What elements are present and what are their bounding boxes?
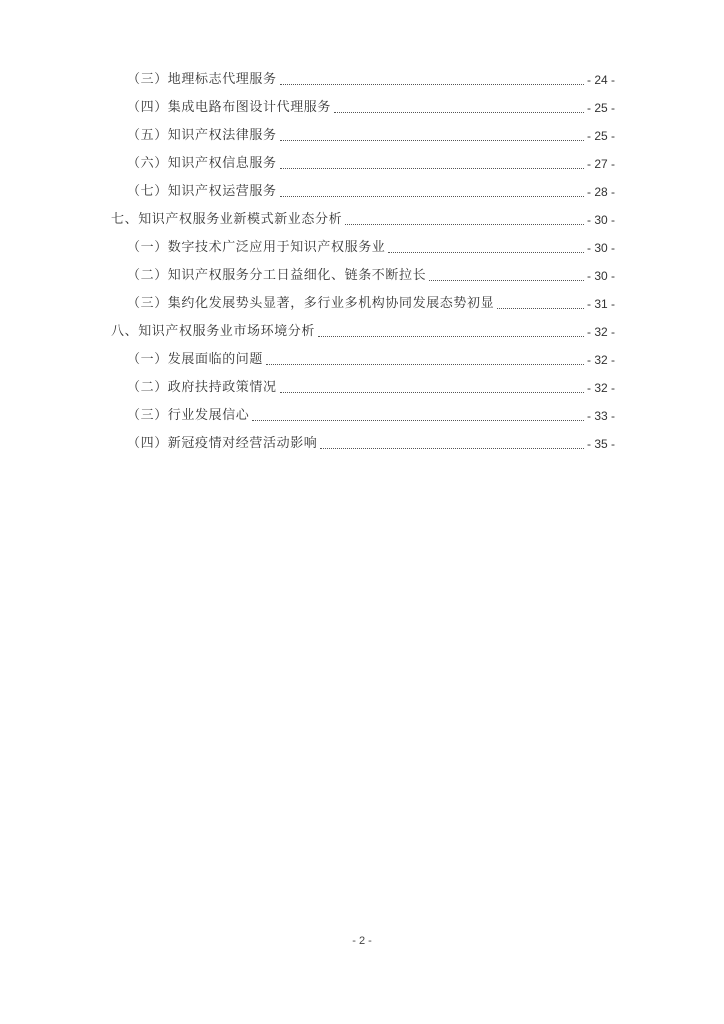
toc-entry-label: （四）新冠疫情对经营活动影响 bbox=[127, 436, 318, 451]
toc-entry-label: （二）政府扶持政策情况 bbox=[127, 380, 277, 395]
toc-chapter-market-environment[interactable] bbox=[111, 323, 615, 341]
toc-leader-dots bbox=[497, 307, 584, 309]
toc-entry-label: （五）知识产权法律服务 bbox=[127, 128, 277, 143]
toc-entry-ip-information-services[interactable] bbox=[127, 155, 615, 173]
toc-entry-covid-impact[interactable] bbox=[127, 435, 615, 453]
toc-entry-digital-technology[interactable] bbox=[127, 239, 615, 257]
toc-leader-dots bbox=[345, 223, 584, 225]
toc-chapter-label: 七、知识产权服务业新模式新业态分析 bbox=[111, 212, 343, 227]
toc-entry-page: - 25 - bbox=[586, 129, 615, 143]
toc-entry-page: - 33 - bbox=[586, 409, 615, 423]
toc-entry-page: - 30 - bbox=[586, 269, 615, 283]
toc-entry-geographical-indication-agency[interactable] bbox=[127, 71, 615, 89]
toc-entry-ip-operation-services[interactable] bbox=[127, 183, 615, 201]
page-number: - 2 - bbox=[352, 935, 372, 947]
toc-entry-ip-legal-services[interactable] bbox=[127, 127, 615, 145]
toc-leader-dots bbox=[318, 335, 584, 337]
toc-entry-intensive-development[interactable] bbox=[127, 295, 615, 313]
toc-entry-page: - 25 - bbox=[586, 101, 615, 115]
toc-entry-label: （四）集成电路布图设计代理服务 bbox=[127, 100, 332, 115]
toc-entry-division-of-labor[interactable] bbox=[127, 267, 615, 285]
toc-entry-page: - 35 - bbox=[586, 437, 615, 451]
toc-leader-dots bbox=[280, 139, 584, 141]
toc-entry-page: - 24 - bbox=[586, 73, 615, 87]
toc-leader-dots bbox=[280, 83, 584, 85]
toc-leader-dots bbox=[334, 111, 584, 113]
toc-entry-page: - 27 - bbox=[586, 157, 615, 171]
toc-leader-dots bbox=[280, 167, 584, 169]
toc-entry-page: - 32 - bbox=[586, 381, 615, 395]
toc-entry-label: （一）数字技术广泛应用于知识产权服务业 bbox=[127, 240, 386, 255]
toc-entry-page: - 30 - bbox=[586, 241, 615, 255]
toc-entry-label: （一）发展面临的问题 bbox=[127, 352, 264, 367]
toc-chapter-label: 八、知识产权服务业市场环境分析 bbox=[111, 324, 316, 339]
toc-entry-label: （三）集约化发展势头显著，多行业多机构协同发展态势初显 bbox=[127, 296, 495, 311]
toc-entry-government-support[interactable] bbox=[127, 379, 615, 397]
toc-entry-page: - 31 - bbox=[586, 297, 615, 311]
toc-entry-label: （六）知识产权信息服务 bbox=[127, 156, 277, 171]
toc-entry-page: - 32 - bbox=[586, 325, 615, 339]
toc-entry-label: （三）行业发展信心 bbox=[127, 408, 250, 423]
toc-leader-dots bbox=[280, 195, 584, 197]
toc-leader-dots bbox=[429, 279, 584, 281]
toc-entry-industry-confidence[interactable] bbox=[127, 407, 615, 425]
toc-leader-dots bbox=[252, 419, 584, 421]
toc-entry-page: - 30 - bbox=[586, 213, 615, 227]
toc-entry-label: （二）知识产权服务分工日益细化、链条不断拉长 bbox=[127, 268, 427, 283]
toc-chapter-new-models-analysis[interactable] bbox=[111, 211, 615, 229]
toc-leader-dots bbox=[280, 391, 584, 393]
toc-entry-page: - 32 - bbox=[586, 353, 615, 367]
toc-leader-dots bbox=[320, 447, 584, 449]
toc-entry-label: （七）知识产权运营服务 bbox=[127, 184, 277, 199]
toc-entry-ic-layout-design-agency[interactable] bbox=[127, 99, 615, 117]
toc-leader-dots bbox=[266, 363, 584, 365]
toc-entry-development-problems[interactable] bbox=[127, 351, 615, 369]
toc-leader-dots bbox=[388, 251, 584, 253]
toc-entry-page: - 28 - bbox=[586, 185, 615, 199]
toc-entry-label: （三）地理标志代理服务 bbox=[127, 72, 277, 87]
